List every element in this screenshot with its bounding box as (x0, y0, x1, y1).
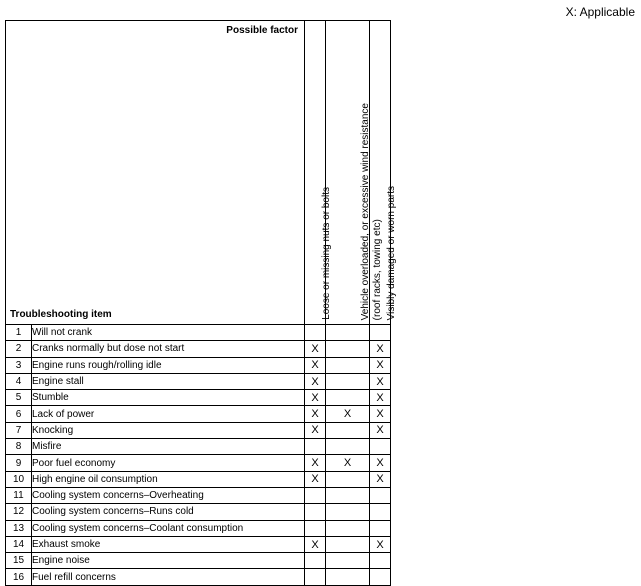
row-number: 2 (6, 341, 32, 357)
row-number: 12 (6, 504, 32, 520)
possible-factor-label: Possible factor (226, 25, 298, 36)
row-item: Stumble (32, 390, 305, 406)
applicable-mark (326, 504, 370, 520)
row-item: Cooling system concerns–Coolant consumption (32, 520, 305, 536)
applicable-mark: X (305, 455, 326, 471)
row-item: Misfire (32, 439, 305, 455)
factor-header-1 (305, 21, 332, 325)
factor-header-2 (326, 21, 383, 325)
table-row (6, 455, 391, 471)
applicable-mark: X (305, 406, 326, 422)
applicable-mark (326, 390, 370, 406)
table-row (6, 390, 391, 406)
row-number: 16 (6, 569, 32, 585)
row-number: 6 (6, 406, 32, 422)
applicable-mark: X (370, 455, 391, 471)
table-row (6, 536, 391, 552)
table-header-row (6, 21, 391, 325)
row-item: Engine stall (32, 373, 305, 389)
applicable-mark (305, 439, 326, 455)
row-number: 4 (6, 373, 32, 389)
table-row (6, 471, 391, 487)
row-item: High engine oil consumption (32, 471, 305, 487)
applicable-mark (326, 553, 370, 569)
applicable-mark: X (370, 536, 391, 552)
table-row (6, 373, 391, 389)
applicable-mark (326, 439, 370, 455)
table-row (6, 553, 391, 569)
row-number: 13 (6, 520, 32, 536)
applicable-mark (370, 504, 391, 520)
row-item: Will not crank (32, 325, 305, 341)
troubleshooting-item-label: Troubleshooting item (10, 309, 112, 320)
row-number: 14 (6, 536, 32, 552)
applicable-mark: X (370, 390, 391, 406)
table-row (6, 341, 391, 357)
applicable-mark (326, 520, 370, 536)
row-number: 8 (6, 439, 32, 455)
applicable-mark (305, 569, 326, 585)
table-row (6, 439, 391, 455)
applicable-mark (370, 439, 391, 455)
applicable-mark (370, 487, 391, 503)
applicable-mark (326, 487, 370, 503)
applicable-mark (326, 341, 370, 357)
applicable-mark: X (305, 422, 326, 438)
row-item: Cooling system concerns–Overheating (32, 487, 305, 503)
row-item: Poor fuel economy (32, 455, 305, 471)
row-item: Engine runs rough/rolling idle (32, 357, 305, 373)
table-row (6, 487, 391, 503)
row-item: Engine noise (32, 553, 305, 569)
factor-label: Vehicle overloaded, or excessive wind resistance (roof racks, towing etc) (359, 102, 383, 320)
troubleshooting-table (5, 20, 397, 586)
applicable-mark: X (370, 357, 391, 373)
factor-label: Loose or missing nuts or bolts (321, 187, 332, 320)
factor-label: Visibly damaged or worn parts (386, 185, 397, 320)
row-number: 11 (6, 487, 32, 503)
row-number: 1 (6, 325, 32, 341)
applicable-mark: X (326, 406, 370, 422)
applicable-mark (370, 569, 391, 585)
row-number: 7 (6, 422, 32, 438)
applicable-mark: X (370, 422, 391, 438)
applicable-mark (326, 373, 370, 389)
applicable-mark: X (305, 471, 326, 487)
table-row (6, 504, 391, 520)
row-number: 9 (6, 455, 32, 471)
applicable-mark (305, 520, 326, 536)
table-row (6, 357, 391, 373)
applicable-mark: X (305, 390, 326, 406)
applicable-mark: X (326, 455, 370, 471)
table-row (6, 422, 391, 438)
applicable-mark (326, 471, 370, 487)
applicable-mark: X (370, 341, 391, 357)
table-row (6, 325, 391, 341)
header-main-cell (6, 21, 305, 325)
applicable-mark: X (370, 373, 391, 389)
row-item: Fuel refill concerns (32, 569, 305, 585)
row-item: Cranks normally but dose not start (32, 341, 305, 357)
table-row (6, 406, 391, 422)
factor-header-3 (370, 21, 397, 325)
table-row (6, 520, 391, 536)
row-number: 15 (6, 553, 32, 569)
applicable-mark (370, 325, 391, 341)
applicable-mark (305, 487, 326, 503)
applicable-mark (326, 569, 370, 585)
applicable-mark (326, 357, 370, 373)
row-item: Knocking (32, 422, 305, 438)
legend-applicable: X: Applicable (565, 5, 635, 19)
applicable-mark (305, 553, 326, 569)
applicable-mark: X (305, 536, 326, 552)
applicable-mark: X (305, 373, 326, 389)
applicable-mark (326, 536, 370, 552)
applicable-mark (305, 504, 326, 520)
applicable-mark: X (305, 341, 326, 357)
row-number: 10 (6, 471, 32, 487)
table-row (6, 569, 391, 585)
applicable-mark (370, 553, 391, 569)
row-item: Cooling system concerns–Runs cold (32, 504, 305, 520)
row-item: Exhaust smoke (32, 536, 305, 552)
table-body (6, 325, 391, 586)
applicable-mark (370, 520, 391, 536)
row-number: 3 (6, 357, 32, 373)
applicable-mark (326, 325, 370, 341)
applicable-mark: X (370, 406, 391, 422)
row-item: Lack of power (32, 406, 305, 422)
row-number: 5 (6, 390, 32, 406)
applicable-mark: X (370, 471, 391, 487)
applicable-mark (305, 325, 326, 341)
applicable-mark: X (305, 357, 326, 373)
applicable-mark (326, 422, 370, 438)
